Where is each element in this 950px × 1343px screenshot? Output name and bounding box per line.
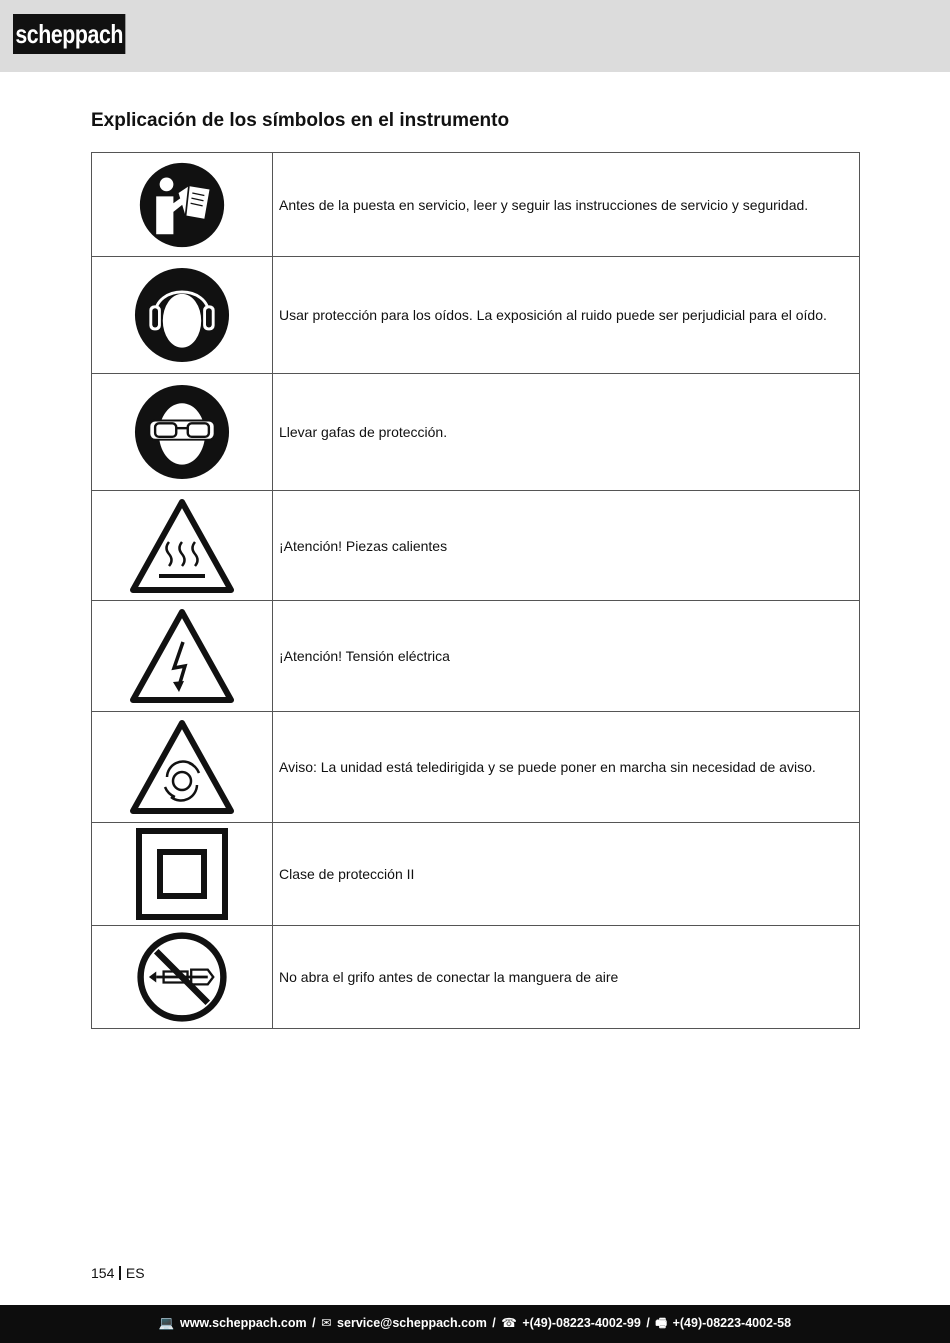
symbol-description: ¡Atención! Tensión eléctrica: [273, 601, 860, 712]
read-manual-icon: [139, 162, 225, 248]
symbol-row: [92, 712, 860, 823]
protection-class-ii-icon: [136, 828, 228, 920]
symbol-icon-cell: [92, 712, 273, 823]
footer-contact-bar: [0, 1305, 950, 1343]
symbol-row: [92, 601, 860, 712]
eye-protection-icon: [134, 384, 230, 480]
page-number-area: [91, 1265, 145, 1281]
symbol-description: Clase de protección II: [273, 823, 860, 926]
phone-icon: ☎: [501, 1316, 517, 1330]
symbol-description: No abra el grifo antes de conectar la manguera de aire: [273, 926, 860, 1029]
separator: /: [646, 1316, 650, 1330]
symbol-icon-cell: [92, 491, 273, 601]
symbol-icon-cell: [92, 374, 273, 491]
header-bar: [0, 0, 950, 72]
symbol-table: [91, 152, 860, 1029]
symbol-icon-cell: [92, 926, 273, 1029]
envelope-icon: ✉: [321, 1316, 332, 1330]
electric-voltage-warning-icon: [127, 606, 237, 706]
symbol-description: Usar protección para los oídos. La exposición al ruido puede ser perjudicial para el oído.: [273, 257, 860, 374]
hot-surface-warning-icon: [127, 496, 237, 596]
language-code: ES: [125, 1265, 145, 1281]
symbol-description: Aviso: La unidad está teledirigida y se puede poner en marcha sin necesidad de aviso.: [273, 712, 860, 823]
no-open-valve-icon: [136, 931, 228, 1023]
symbol-description: ¡Atención! Piezas calientes: [273, 491, 860, 601]
symbol-icon-cell: [92, 153, 273, 257]
automatic-start-warning-icon: [127, 717, 237, 817]
ear-protection-icon: [134, 267, 230, 363]
separator: /: [492, 1316, 496, 1330]
symbol-row: [92, 823, 860, 926]
symbol-row: [92, 374, 860, 491]
website-link[interactable]: www.scheppach.com: [179, 1316, 307, 1330]
email-link[interactable]: service@scheppach.com: [337, 1316, 487, 1330]
symbol-icon-cell: [92, 257, 273, 374]
scheppach-logo: scheppach: [13, 14, 125, 54]
phone-number: +(49)-08223-4002-99: [522, 1316, 641, 1330]
symbol-row: [92, 491, 860, 601]
computer-icon: 💻: [158, 1316, 175, 1330]
symbol-row: [92, 257, 860, 374]
fax-icon: 🖷: [655, 1316, 668, 1330]
page-number: 154: [91, 1265, 115, 1281]
symbol-row: [92, 153, 860, 257]
symbol-description: Antes de la puesta en servicio, leer y seguir las instrucciones de servicio y seguridad.: [273, 153, 860, 257]
symbol-description: Llevar gafas de protección.: [273, 374, 860, 491]
divider: [119, 1266, 121, 1280]
symbol-icon-cell: [92, 601, 273, 712]
symbol-icon-cell: [92, 823, 273, 926]
symbol-row: [92, 926, 860, 1029]
page-title: Explicación de los símbolos en el instrumento: [91, 110, 510, 131]
fax-number: +(49)-08223-4002-58: [672, 1316, 792, 1330]
separator: /: [312, 1316, 316, 1330]
